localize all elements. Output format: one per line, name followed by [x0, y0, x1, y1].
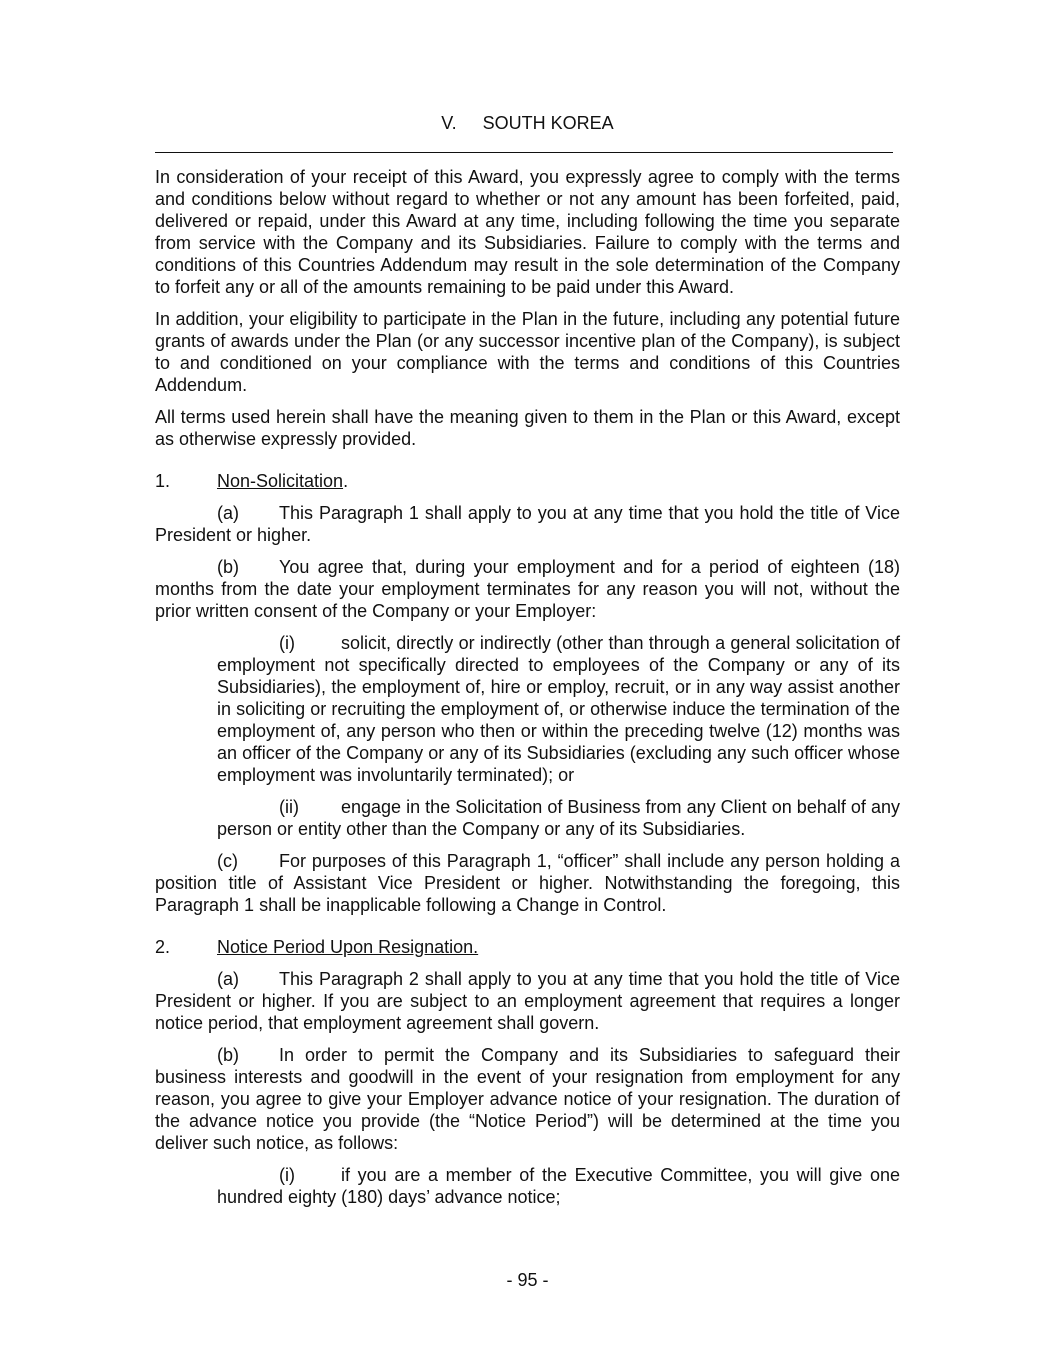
section-2-paragraph-a	[155, 968, 900, 1034]
section-1-i-label: (i)	[279, 633, 295, 653]
section-2-a-text: This Paragraph 2 shall apply to you at any time that you hold the title of Vice President or higher. If you are subject to an employment agreement that requires a longer notice period, that employment agreement shall govern.	[155, 969, 900, 1033]
document-body	[155, 166, 900, 1218]
section-2-paragraph-b	[155, 1044, 900, 1154]
section-2-b-label: (b)	[217, 1045, 239, 1065]
section-2-b-text: In order to permit the Company and its Subsidiaries to safeguard their business interests and goodwill in the event of your resignation from employment for any reason, you agree to give your Employer advance notice of your resignation. The duration of the advance notice you provide (the “Notice Period”) will be determined at the time you deliver such notice, as follows:	[155, 1045, 900, 1153]
section-2-i-text: if you are a member of the Executive Committee, you will give one hundred eighty (180) days’ advance notice;	[217, 1165, 900, 1207]
intro-paragraph-3: All terms used herein shall have the meaning given to them in the Plan or this Award, except as otherwise expressly provided.	[155, 407, 900, 449]
section-heading-number: V.	[441, 113, 457, 133]
section-1-clause-ii	[217, 796, 900, 840]
section-1-a-text: This Paragraph 1 shall apply to you at any time that you hold the title of Vice President or higher.	[155, 503, 900, 545]
section-1-heading	[155, 470, 900, 492]
section-2-clause-i	[217, 1164, 900, 1208]
section-1-b-label: (b)	[217, 557, 239, 577]
intro-paragraph-2: In addition, your eligibility to participate in the Plan in the future, including any potential future grants of awards under the Plan (or any successor incentive plan of the Company), is subject to and conditioned on your compliance with the terms and conditions of this Countries Addendum.	[155, 309, 900, 395]
section-1-title: Non-Solicitation	[217, 471, 344, 491]
heading-divider	[155, 152, 893, 153]
section-1-ii-text: engage in the Solicitation of Business from any Client on behalf of any person or entity other than the Company or any of its Subsidiaries.	[217, 797, 900, 839]
section-1-c-label: (c)	[217, 851, 238, 871]
section-2-number: 2.	[155, 937, 171, 957]
intro-paragraph-1: In consideration of your receipt of this Award, you expressly agree to comply with the terms and conditions below without regard to whether or not any amount has been forfeited, paid, delivered or repaid, under this Award at any time, including following the time you separate from service with the Company and its Subsidiaries. Failure to comply with the terms and conditions of this Countries Addendum may result in the sole determination of the Company to forfeit any or all of the amounts remaining to be paid under this Award.	[155, 167, 900, 297]
section-heading-title: SOUTH KOREA	[482, 113, 614, 133]
section-1-number: 1.	[155, 471, 171, 491]
section-1-clause-i	[217, 632, 900, 786]
section-1-i-text: solicit, directly or indirectly (other than through a general solicitation of employment not specifically directed to employees of the Company or any of its Subsidiaries), the employment of, hire or employ, recruit, or in any way assist another in soliciting or recruiting the employment of, or otherwise induce the termination of the employment of, any person who then or within the preceding twelve (12) months was an officer of the Company or any of its Subsidiaries (excluding any such officer whose employment was involuntarily terminated); or	[217, 633, 900, 785]
section-2-a-label: (a)	[217, 969, 239, 989]
section-heading	[155, 112, 900, 134]
section-2-title: Notice Period Upon Resignation.	[217, 937, 479, 957]
section-2-i-label: (i)	[279, 1165, 295, 1185]
section-2-heading	[155, 936, 900, 958]
section-1-title-suffix: .	[343, 471, 349, 491]
section-1-ii-label: (ii)	[279, 797, 299, 817]
section-1-paragraph-b	[155, 556, 900, 622]
page-number: - 95 -	[506, 1270, 549, 1290]
section-1-paragraph-c	[155, 850, 900, 916]
section-1-paragraph-a	[155, 502, 900, 546]
section-1-c-text: For purposes of this Paragraph 1, “officer” shall include any person holding a position title of Assistant Vice President or higher. Notwithstanding the foregoing, this Paragraph 1 shall be inapplicable following a Change in Control.	[155, 851, 900, 915]
section-1-a-label: (a)	[217, 503, 239, 523]
section-1-b-text: You agree that, during your employment and for a period of eighteen (18) months from the date your employment terminates for any reason you will not, without the prior written consent of the Company or your Employer:	[155, 557, 900, 621]
